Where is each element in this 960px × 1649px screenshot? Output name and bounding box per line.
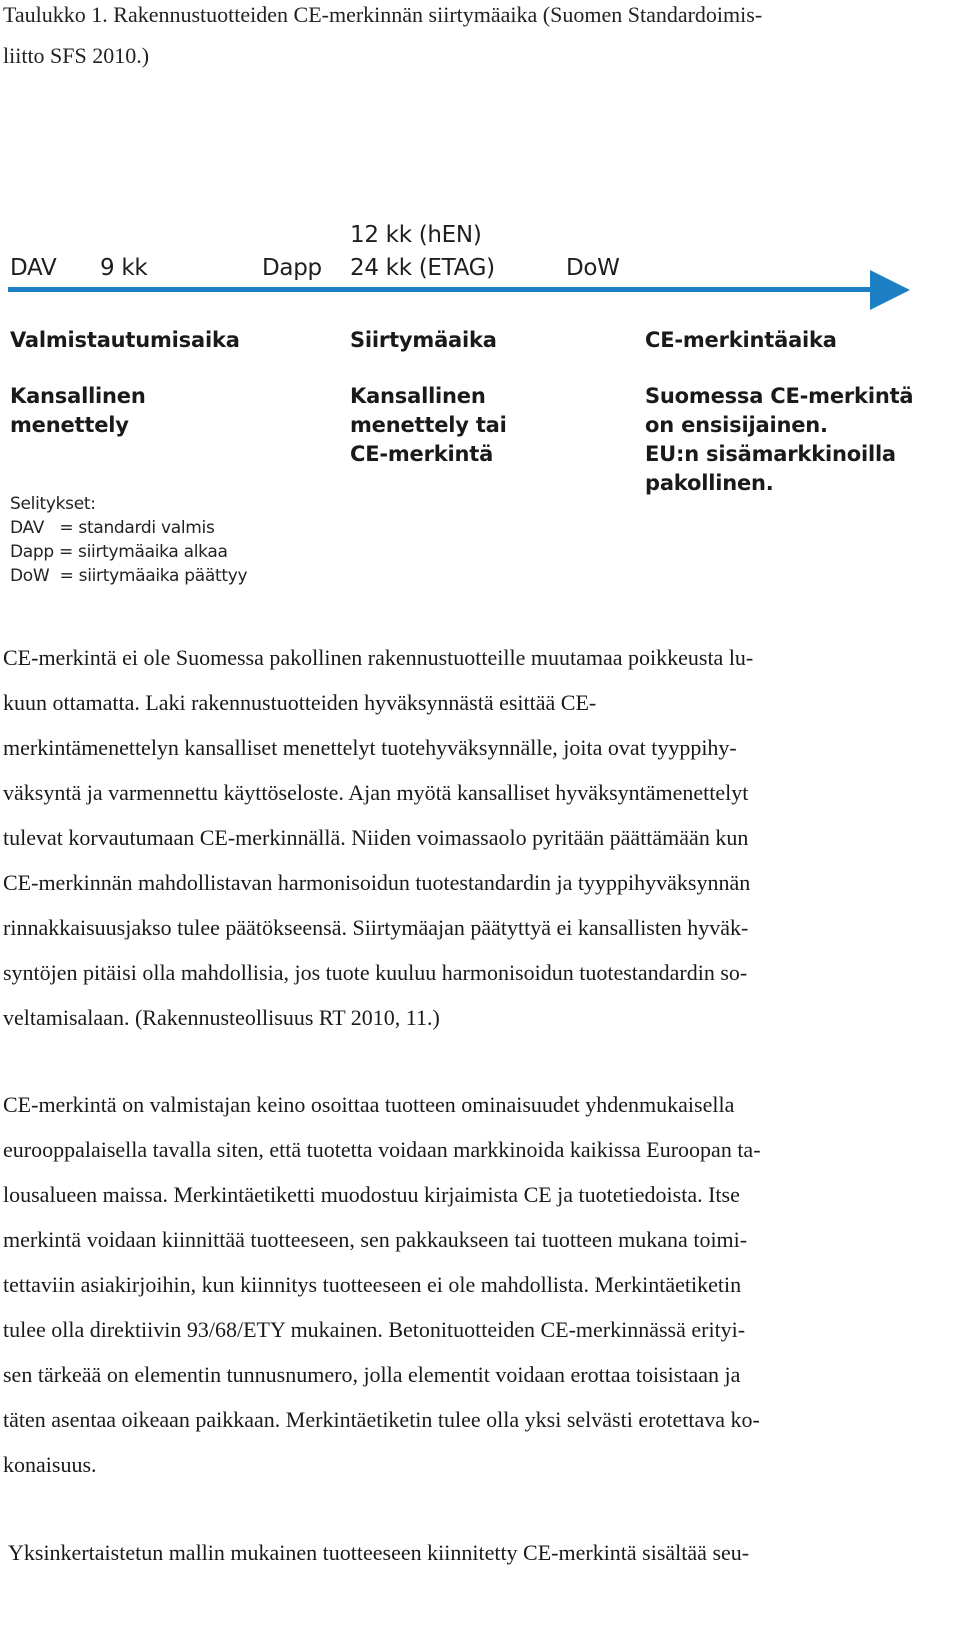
paragraph-line: Yksinkertaistetun mallin mukainen tuotteeseen kiinnitetty CE-merkintä sisältää seu- [8,1540,750,1565]
paragraph-line: CE-merkintä on valmistajan keino osoittaa tuotteen ominaisuudet yhdenmukaisella [3,1092,735,1117]
paragraph-line: tulee olla direktiivin 93/68/ETY mukainen. Betonituotteiden CE-merkinnässä erityi- [3,1317,746,1342]
column-body-transition [350,382,507,469]
paragraph-line: veltamisalaan. (Rakennusteollisuus RT 2010, 11.) [3,1005,440,1030]
paragraph-line: CE-merkinnän mahdollistavan harmonisoidun tuotestandardin ja tyyppihyväksynnän [3,870,751,895]
paragraph-line: eurooppalaisella tavalla siten, että tuotetta voidaan markkinoida kaikissa Euroopan ta- [3,1137,761,1162]
column-heading-ce-marking: CE-merkintäaika [645,328,837,352]
paragraph-line: tulevat korvautumaan CE-merkinnällä. Niiden voimassaolo pyritään päättämään kun [3,825,749,850]
table-caption-line-1: Taulukko 1. Rakennustuotteiden CE-merkinnän siirtymäaika (Suomen Standardoimis- [3,2,763,27]
paragraph-line: tettaviin asiakirjoihin, kun kiinnitys tuotteeseen ei ole mahdollista. Merkintäetiketin [3,1272,742,1297]
paragraph-ce-marking-not-mandatory [3,635,933,1040]
paragraph-simplified-model [8,1530,938,1575]
paragraph-line: CE-merkintä ei ole Suomessa pakollinen rakennustuotteille muutamaa poikkeusta lu- [3,645,754,670]
legend-item-dow: DoW = siirtymäaika päättyy [10,566,248,586]
legend-item-dapp: Dapp = siirtymäaika alkaa [10,542,228,562]
column-body-line: Kansallinen [10,384,146,408]
paragraph-ce-marking-purpose [3,1082,933,1487]
paragraph-line: merkintä voidaan kiinnittää tuotteeseen, sen pakkaukseen tai tuotteen mukana toimi- [3,1227,748,1252]
paragraph-line: konaisuus. [3,1452,97,1477]
timeline-arrow-icon [870,270,910,310]
timeline-label-dapp: Dapp [262,255,322,281]
paragraph-line: merkintämenettelyn kansalliset menettelyt tuotehyväksynnälle, joita ovat tyyppihy- [3,735,737,760]
column-body-line: CE-merkintä [350,442,494,466]
column-heading-preparation: Valmistautumisaika [10,328,240,352]
column-body-line: on ensisijainen. [645,413,828,437]
column-body-line: EU:n sisämarkkinoilla [645,442,896,466]
timeline-label-12kk: 12 kk (hEN) [350,222,482,248]
column-body-line: Suomessa CE-merkintä [645,384,914,408]
timeline-label-9kk: 9 kk [100,255,148,281]
column-body-line: Kansallinen [350,384,486,408]
table-caption-line-2: liitto SFS 2010.) [3,43,150,68]
column-heading-transition: Siirtymäaika [350,328,497,352]
timeline-label-dow: DoW [566,255,620,281]
timeline-label-24kk: 24 kk (ETAG) [350,255,495,281]
column-body-ce-marking [645,382,913,498]
column-body-line: menettely [10,413,129,437]
column-body-line: pakollinen. [645,471,774,495]
paragraph-line: täten asentaa oikeaan paikkaan. Merkintäetiketin tulee olla yksi selvästi erotettava ko- [3,1407,760,1432]
paragraph-line: kuun ottamatta. Laki rakennustuotteiden hyväksynnästä esittää CE- [3,690,597,715]
column-body-preparation [10,382,146,440]
paragraph-line: väksyntä ja varmennettu käyttöseloste. Ajan myötä kansalliset hyväksyntämenettelyt [3,780,749,805]
paragraph-line: syntöjen pitäisi olla mahdollisia, jos tuote kuuluu harmonisoidun tuotestandardin so- [3,960,748,985]
legend-item-dav: DAV = standardi valmis [10,518,215,538]
timeline-bar [8,287,878,292]
column-body-line: menettely tai [350,413,507,437]
timeline-label-dav: DAV [10,255,57,281]
transition-timeline-figure [0,210,960,630]
legend-title: Selitykset: [10,494,96,514]
paragraph-line: lousalueen maissa. Merkintäetiketti muodostuu kirjaimista CE ja tuotetiedoista. Itse [3,1182,740,1207]
figure-legend [10,492,247,588]
paragraph-line: sen tärkeää on elementin tunnusnumero, jolla elementit voidaan erottaa toisistaan ja [3,1362,741,1387]
paragraph-line: rinnakkaisuusjakso tulee päätökseensä. Siirtymäajan päätyttyä ei kansallisten hyväk- [3,915,749,940]
